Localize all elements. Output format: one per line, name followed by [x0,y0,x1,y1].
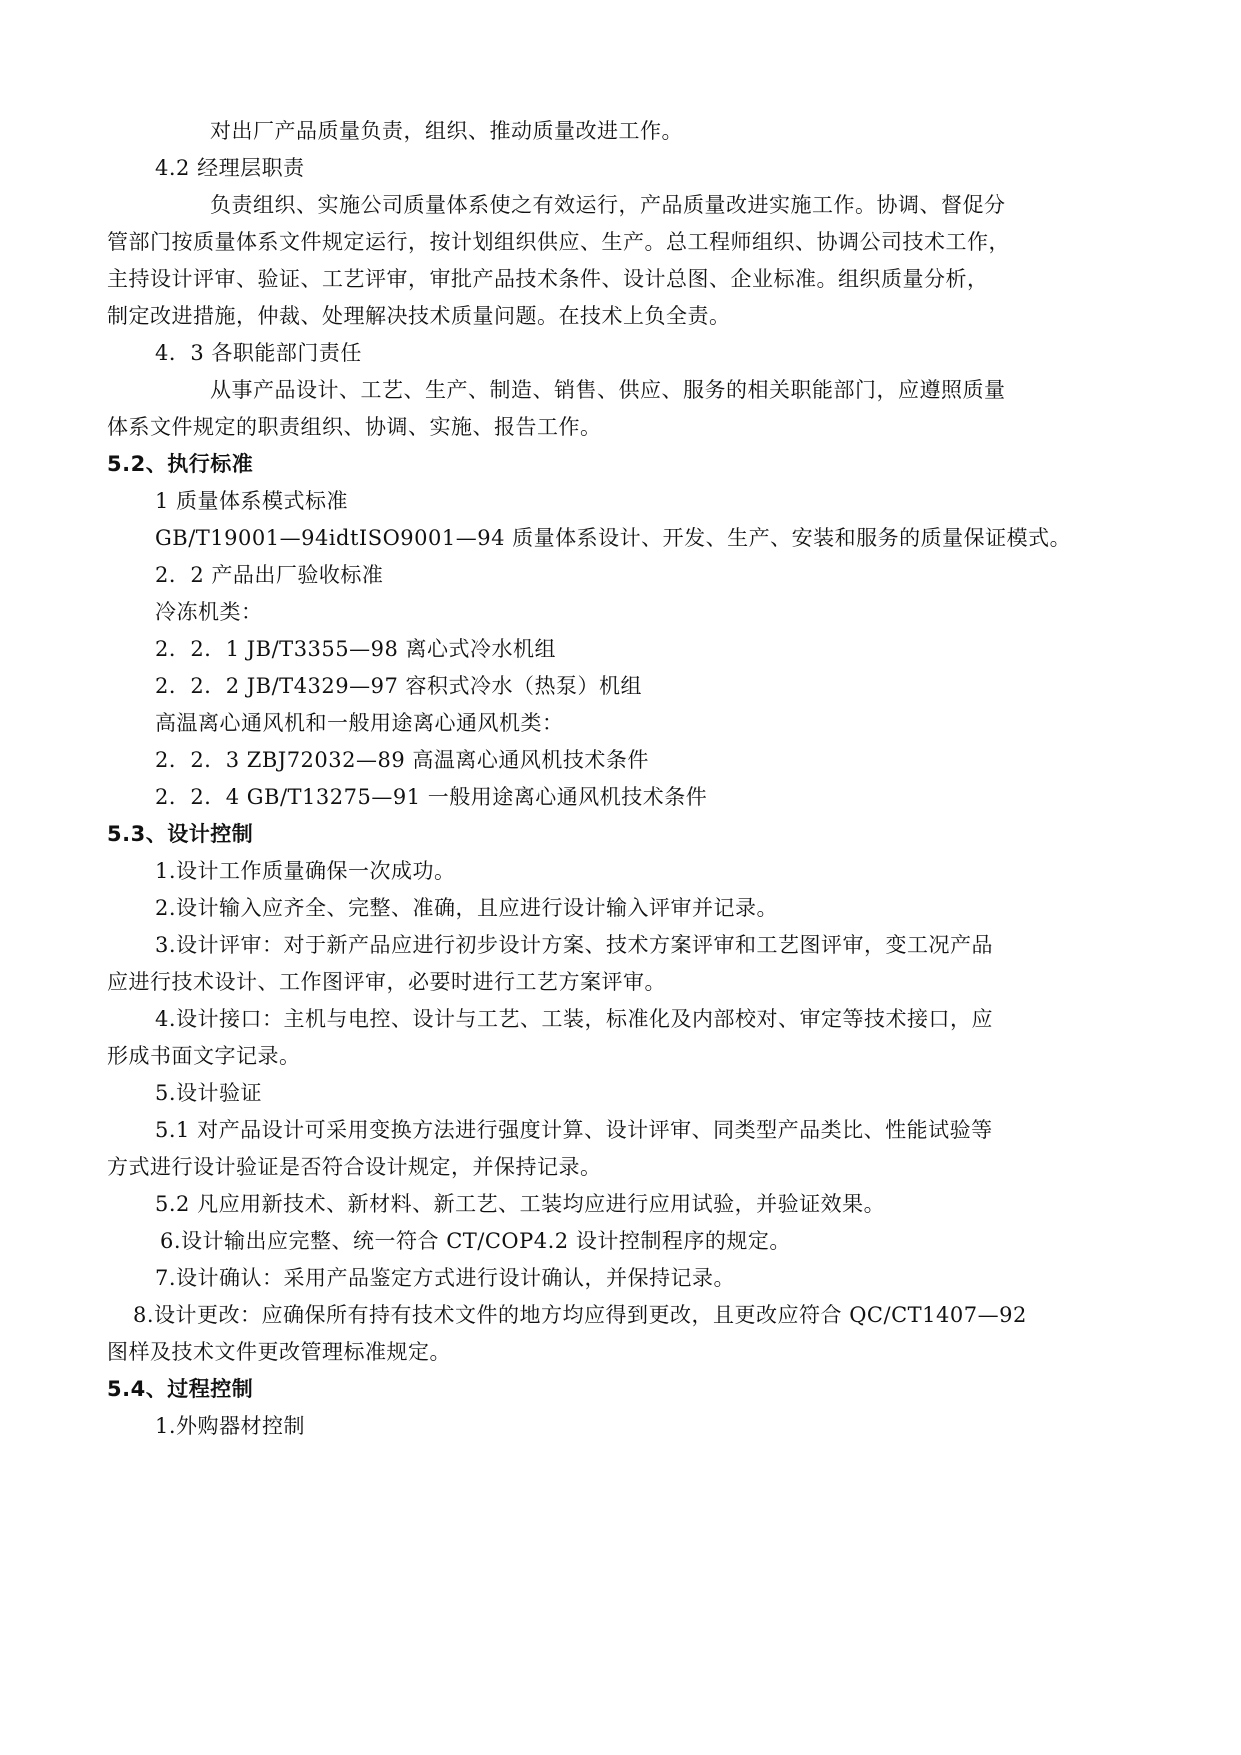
paragraph-line: 负责组织、实施公司质量体系使之有效运行，产品质量改进实施工作。协调、督促分 [210,193,1006,217]
list-item: 2．2．2 JB/T4329—97 容积式冷水（热泵）机组 [155,674,643,698]
list-item: 2．2 产品出厂验收标准 [155,563,384,587]
list-item: 3.设计评审：对于新产品应进行初步设计方案、技术方案评审和工艺图评审，变工况产品 [155,933,994,957]
list-item: 4.设计接口：主机与电控、设计与工艺、工装，标准化及内部校对、审定等技术接口，应 [155,1007,994,1031]
paragraph-line: 体系文件规定的职责组织、协调、实施、报告工作。 [107,415,602,439]
list-item: 1.外购器材控制 [155,1414,306,1438]
paragraph-line: GB/T19001—94idtISO9001—94 质量体系设计、开发、生产、安装和服务的质量保证模式。 [155,526,1072,550]
list-item: 5.设计验证 [155,1081,263,1105]
list-item: 6.设计输出应完整、统一符合 CT/COP4.2 设计控制程序的规定。 [160,1229,791,1253]
paragraph-line: 从事产品设计、工艺、生产、制造、销售、供应、服务的相关职能部门，应遵照质量 [210,378,1006,402]
list-item: 1 质量体系模式标准 [155,489,349,513]
list-item: 7.设计确认：采用产品鉴定方式进行设计确认，并保持记录。 [155,1266,736,1290]
list-item: 2．2．4 GB/T13275—91 一般用途离心通风机技术条件 [155,785,708,809]
paragraph-line: 管部门按质量体系文件规定运行，按计划组织供应、生产。总工程师组织、协调公司技术工作， [107,230,1010,254]
section-heading: 5.2、执行标准 [107,452,254,476]
paragraph-line: 图样及技术文件更改管理标准规定。 [107,1340,451,1364]
section-heading: 5.4、过程控制 [107,1377,254,1401]
paragraph-line: 方式进行设计验证是否符合设计规定，并保持记录。 [107,1155,602,1179]
paragraph-line: 高温离心通风机和一般用途离心通风机类： [155,711,564,735]
list-item: 1.设计工作质量确保一次成功。 [155,859,456,883]
paragraph-line: 对出厂产品质量负责，组织、推动质量改进工作。 [210,119,683,143]
list-item: 2．2．1 JB/T3355—98 离心式冷水机组 [155,637,557,661]
paragraph-line: 冷冻机类： [155,600,263,624]
section-heading: 5.3、设计控制 [107,822,254,846]
list-item: 5.2 凡应用新技术、新材料、新工艺、工装均应进行应用试验，并验证效果。 [155,1192,886,1216]
paragraph-line: 形成书面文字记录。 [107,1044,301,1068]
list-item: 8.设计更改：应确保所有持有技术文件的地方均应得到更改，且更改应符合 QC/CT1407—92 [133,1303,1027,1327]
paragraph-line: 制定改进措施，仲裁、处理解决技术质量问题。在技术上负全责。 [107,304,731,328]
list-item: 5.1 对产品设计可采用变换方法进行强度计算、设计评审、同类型产品类比、性能试验等 [155,1118,993,1142]
paragraph-line: 应进行技术设计、工作图评审，必要时进行工艺方案评审。 [107,970,666,994]
subsection-heading: 4．3 各职能部门责任 [155,341,362,365]
list-item: 2．2．3 ZBJ72032—89 高温离心通风机技术条件 [155,748,649,772]
paragraph-line: 主持设计评审、验证、工艺评审，审批产品技术条件、设计总图、企业标准。组织质量分析， [107,267,989,291]
list-item: 2.设计输入应齐全、完整、准确，且应进行设计输入评审并记录。 [155,896,779,920]
subsection-heading: 4.2 经理层职责 [155,156,305,180]
